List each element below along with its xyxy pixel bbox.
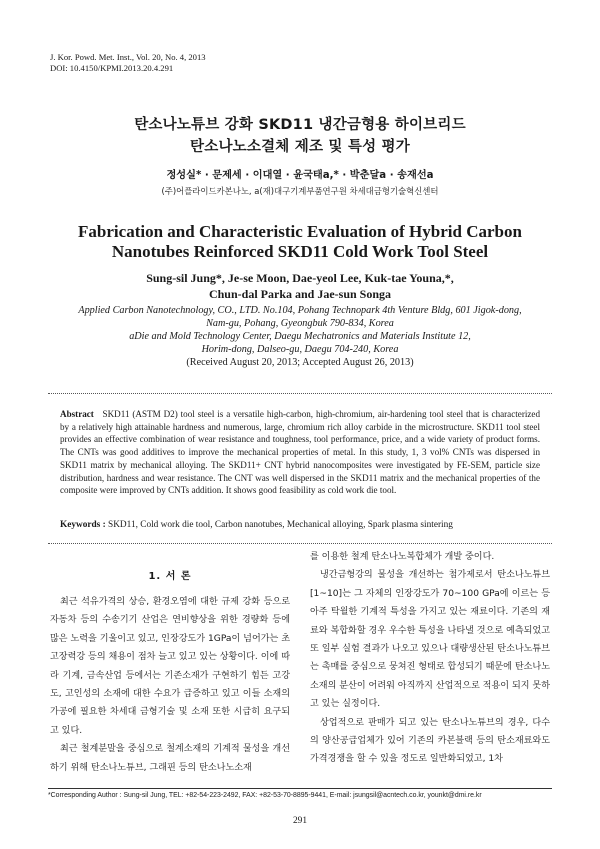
corresponding-author-footnote: *Corresponding Author : Sung-sil Jung, TEL: +82-54-223-2492, FAX: +82-53-70-8895-9441, E-mail: jsungsil@acntech.co.kr, younkt@dmi.re.kr <box>48 792 482 799</box>
right-column <box>310 548 550 769</box>
abstract-text: SKD11 (ASTM D2) tool steel is a versatile high-carbon, high-chromium, air-hardening tool steel that is characterized by a relatively high attainable hardness and numerous, large, chromium rich alloy carbide in the microstructure. SKD11 tool steel provides an effective combination of wear resistance and toughness, tool performance, price, and a wide variety of product forms. The CNTs was good additives to improve the mechanical properties of metal. In this study, 1, 3 vol% CNTs was dispersed in SKD11 matrix by mechanical alloying. The SKD11+ CNT hybrid nanocomposites were investigated by FE-SEM, particle size distribution, hardness and wear resistance. The CNT was well dispersed in the SKD11 matrix and the mechanical properties of the composite were improved by CNTs addition. It shows good feasibility as cold work die tool. <box>60 409 540 496</box>
right-paragraph-3: 상업적으로 판매가 되고 있는 탄소나노튜브의 경우, 다수의 양산공급업체가 있어 기존의 카본블랙 등의 탄소재료와도 가격경쟁을 할 수 있을 정도로 일반화되었고, 1차 <box>310 717 550 765</box>
english-title-line2: Nanotubes Reinforced SKD11 Cold Work Tool Steel <box>111 242 489 261</box>
section-heading-introduction: 1. 서 론 <box>148 571 192 582</box>
page-number: 291 <box>292 816 308 826</box>
english-affiliation-line3: aDie and Mold Technology Center, Daegu Mechatronics and Materials Institute 12, <box>129 331 471 342</box>
english-authors-line2: Chun-dal Parka and Jae-sun Songa <box>208 287 392 301</box>
korean-authors: 정성실* · 문제세 · 이대열 · 윤국태a,* · 박춘달a · 송재선a <box>166 170 434 181</box>
korean-title-line2: 탄소나노소결체 제조 및 특성 평가 <box>190 139 410 155</box>
abstract <box>60 408 540 497</box>
english-authors-line1: Sung-sil Jung*, Je-se Moon, Dae-yeol Lee, Kuk-tae Youna,*, <box>146 271 454 285</box>
left-column <box>50 593 290 777</box>
abstract-top-rule <box>48 393 552 394</box>
footnote-rule <box>48 788 552 789</box>
english-title-line1: Fabrication and Characteristic Evaluation of Hybrid Carbon <box>78 222 522 241</box>
korean-title-line1: 탄소나노튜브 강화 SKD11 냉간금형용 하이브리드 <box>134 117 466 133</box>
abstract-label: Abstract <box>60 409 94 419</box>
journal-doi: DOI: 10.4150/KPMI.2013.20.4.291 <box>50 63 174 73</box>
keywords-text: SKD11, Cold work die tool, Carbon nanotubes, Mechanical alloying, Spark plasma sintering <box>108 520 453 530</box>
journal-citation: J. Kor. Powd. Met. Inst., Vol. 20, No. 4, 2013 <box>50 52 206 62</box>
english-affiliation-line1: Applied Carbon Nanotechnology, CO., LTD. No.104, Pohang Technopark 4th Venture Bldg, 601 Jigok-dong, <box>78 305 522 316</box>
left-paragraph-1: 최근 석유가격의 상승, 환경오염에 대한 규제 강화 등으로 자동차 등의 수송기기 산업은 연비향상을 위한 경량화 등에 많은 노력을 기울이고 있고, 인장강도가 1GPa이 넘어가는 초고장력강 등의 채용이 점차 늘고 있고 있는 상황이다. 이에 따라 기계, 금속산업 등에서는 기존소재가 구현하기 힘든 고강도, 고인성의 소재에 대한 수요가 급증하고 있고 이들 소재의 가공에 필요한 차세대 금형기술 및 소재 또한 시급히 요구되고 있다. <box>50 597 290 736</box>
keywords-label: Keywords : <box>60 520 106 530</box>
journal-header <box>50 52 206 74</box>
english-affiliation-line2: Nam-gu, Pohang, Gyeongbuk 790-834, Korea <box>206 318 394 329</box>
english-affiliation-line4: Horim-dong, Dalseo-gu, Daegu 704-240, Korea <box>201 344 399 355</box>
right-paragraph-2: 냉간금형강의 물성을 개선하는 첨가제로서 탄소나노튜브[1~10]는 그 자체의 인장강도가 70~100 GPa에 이르는 등 아주 탁월한 기계적 특성을 가지고 있는 재료이다. 기존의 재료와 복합화할 경우 우수한 특성을 나타낼 것으로 예측되었고 또 일부 실험 결과가 나오고 있으나 대량생산된 탄소나노튜브는 촉매를 중심으로 뭉쳐진 형태로 합성되기 때문에 탄소나노소재의 분산이 어려워 아직까지 산업적으로 적용이 되지 못하고 있는 실정이다. <box>310 570 550 710</box>
received-dates: (Received August 20, 2013; Accepted August 26, 2013) <box>186 357 414 368</box>
left-paragraph-2: 최근 철계분말을 중심으로 철계소재의 기계적 물성을 개선하기 위해 탄소나노튜브, 그래핀 등의 탄소나노소재 <box>50 744 290 773</box>
abstract-bottom-rule <box>48 543 552 544</box>
korean-affiliation: (주)어플라이드카본나노, a(재)대구기계부품연구원 차세대금형기술혁신센터 <box>161 186 439 196</box>
keywords <box>60 520 540 530</box>
right-paragraph-1: 를 이용한 철계 탄소나노복합체가 개발 중이다. <box>310 552 495 562</box>
